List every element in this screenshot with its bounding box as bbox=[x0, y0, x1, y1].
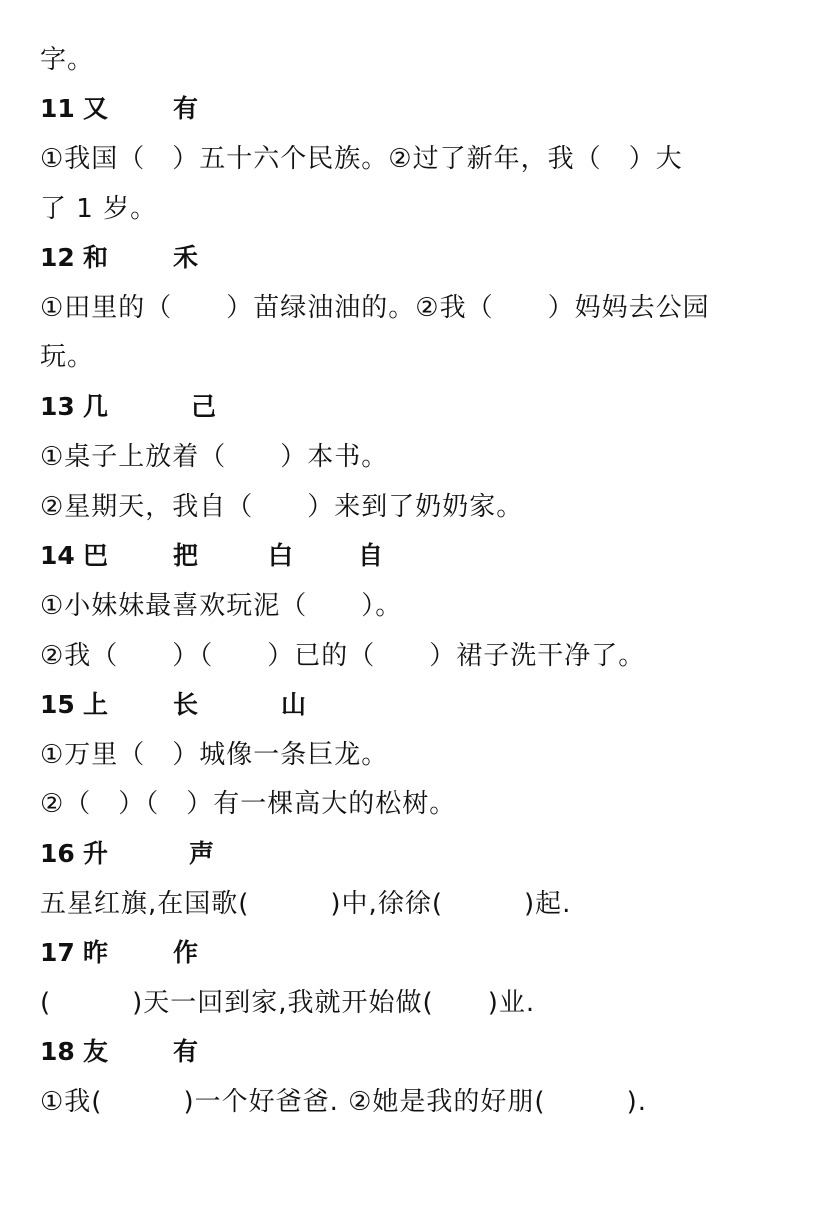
text-line: 玩。 bbox=[40, 342, 95, 372]
character-option: 己 bbox=[191, 392, 217, 421]
character-option: 有 bbox=[173, 1037, 199, 1066]
question-heading-13 bbox=[40, 387, 440, 427]
question-heading-12 bbox=[40, 238, 440, 278]
question-number: 11 bbox=[40, 94, 75, 123]
character-option: 又 bbox=[83, 94, 109, 123]
question-number: 12 bbox=[40, 243, 75, 272]
question-heading-11 bbox=[40, 89, 440, 129]
question-number: 14 bbox=[40, 541, 75, 570]
text-line: ①我( )一个好爸爸. ②她是我的好朋( ). bbox=[40, 1087, 647, 1117]
text-line: ②星期天，我自（ ）来到了奶奶家。 bbox=[40, 492, 524, 522]
character-option: 长 bbox=[173, 690, 199, 719]
text-line: ( )天一回到家,我就开始做( )业. bbox=[40, 988, 536, 1018]
character-option: 几 bbox=[83, 392, 109, 421]
question-number: 13 bbox=[40, 392, 75, 421]
question-heading-18 bbox=[40, 1032, 440, 1072]
character-option: 作 bbox=[173, 938, 199, 967]
character-option: 友 bbox=[83, 1037, 109, 1066]
character-option: 自 bbox=[358, 541, 384, 570]
text-line: 字。 bbox=[40, 45, 95, 75]
question-number: 18 bbox=[40, 1037, 75, 1066]
text-line: ②（ ）（ ）有一棵高大的松树。 bbox=[40, 789, 457, 819]
character-option: 和 bbox=[83, 243, 109, 272]
question-heading-15 bbox=[40, 685, 440, 725]
question-heading-17 bbox=[40, 933, 440, 973]
character-option: 山 bbox=[281, 690, 307, 719]
question-number: 17 bbox=[40, 938, 75, 967]
text-line: ①我国（ ）五十六个民族。②过了新年，我（ ）大 bbox=[40, 144, 683, 174]
character-option: 升 bbox=[83, 839, 109, 868]
text-line: 了 1 岁。 bbox=[40, 194, 158, 224]
character-option: 上 bbox=[83, 690, 109, 719]
question-number: 16 bbox=[40, 839, 75, 868]
text-line: ①万里（ ）城像一条巨龙。 bbox=[40, 740, 389, 770]
character-option: 禾 bbox=[173, 243, 199, 272]
character-option: 白 bbox=[268, 541, 294, 570]
character-option: 昨 bbox=[83, 938, 109, 967]
text-line: ①桌子上放着（ ）本书。 bbox=[40, 442, 389, 472]
character-option: 巴 bbox=[83, 541, 109, 570]
question-number: 15 bbox=[40, 690, 75, 719]
character-option: 声 bbox=[189, 839, 215, 868]
text-line: ①田里的（ ）苗绿油油的。②我（ ）妈妈去公园 bbox=[40, 293, 710, 323]
text-line: ①小妹妹最喜欢玩泥（ ）。 bbox=[40, 591, 403, 621]
text-line: 五星红旗,在国歌( )中,徐徐( )起. bbox=[40, 889, 572, 919]
character-option: 有 bbox=[173, 94, 199, 123]
character-option: 把 bbox=[173, 541, 199, 570]
question-heading-16 bbox=[40, 834, 440, 874]
question-heading-14 bbox=[40, 536, 440, 576]
text-line: ②我（ ）（ ）已的（ ）裙子洗干净了。 bbox=[40, 641, 646, 671]
